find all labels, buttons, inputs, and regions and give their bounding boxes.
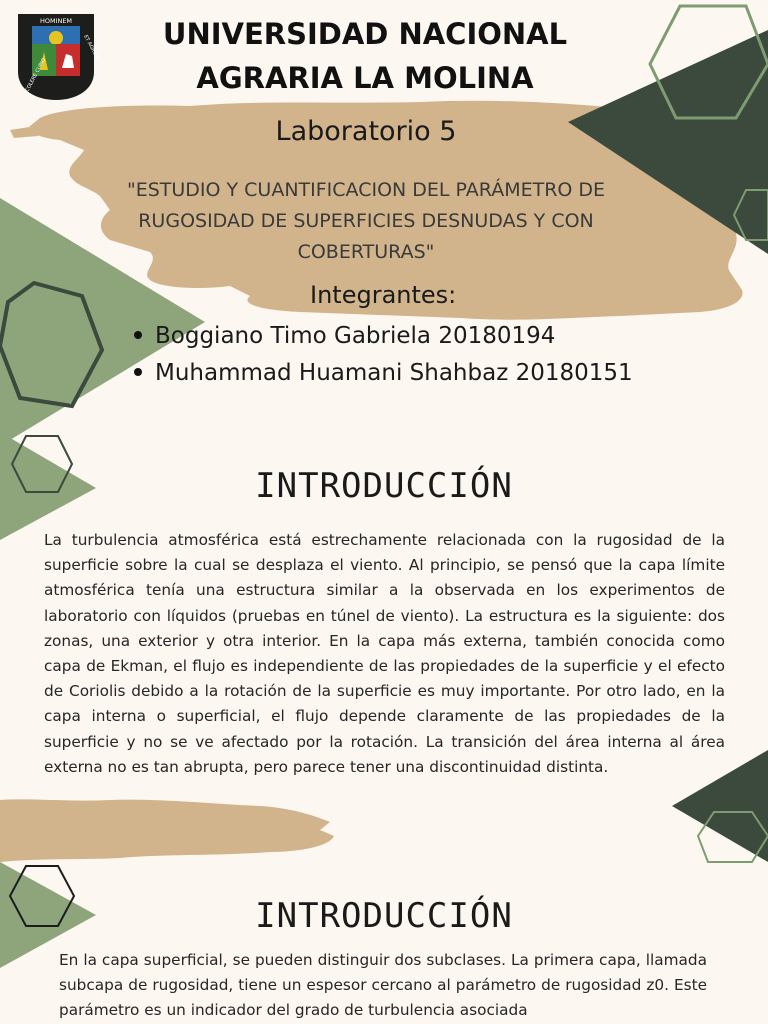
report-subtitle bbox=[106, 175, 626, 268]
section-body-text-2: En la capa superficial, se pueden distinguir dos subclases. La primera capa, llamada subcapa de rugosidad, tiene un espesor cercano al parámetro de rugosidad z0. Este parámetro es un indicador del grado de turbulencia asociada bbox=[59, 951, 707, 1020]
crest-motto-top: HOMINEM bbox=[39, 17, 73, 25]
crest-motto-left: COLERE CUPIO bbox=[24, 57, 48, 93]
university-name-line-2: AGRARIA LA MOLINA bbox=[196, 61, 534, 95]
subtitle-line: RUGOSIDAD DE SUPERFICIES DESNUDAS Y CON bbox=[138, 210, 594, 232]
tan-brush-stroke-bottom bbox=[0, 799, 334, 862]
members-list bbox=[130, 318, 633, 392]
section-body-text: La turbulencia atmosférica está estrechamente relacionada con la rugosidad de la superficie sobre la cual se desplaza el viento. Al principio, se pensó que la capa límite atmosférica tenía una estructura similar a la observada en los experimentos de laboratorio con líquidos (pruebas en túnel de viento). La estructura es la siguiente: dos zonas, una exterior y otra interior. En la capa más externa, también conocida como capa de Ekman, el flujo es independiente de las propiedades de la superficie y el efecto de Coriolis debido a la rotación de la superficie es muy importante. Por otro lado, en la capa interna o superficial, el flujo depende claramente de las propiedades de la superficie y no se ve afectado por la rotación. La transición del área interna al área externa no es tan abrupta, pero parece tener una discontinuidad distinta. bbox=[44, 531, 725, 776]
lab-title: Laboratorio 5 bbox=[275, 116, 457, 147]
university-name-line-1: UNIVERSIDAD NACIONAL bbox=[162, 17, 568, 51]
university-name bbox=[110, 12, 620, 100]
members-label: Integrantes: bbox=[310, 281, 457, 309]
university-crest-logo bbox=[16, 12, 100, 102]
crest-motto-right: ET AGRUM bbox=[82, 34, 100, 61]
subtitle-line: COBERTURAS" bbox=[297, 241, 435, 263]
member-item: Boggiano Timo Gabriela 20180194 bbox=[130, 318, 633, 355]
section-heading-introduccion-2: INTRODUCCIÓN bbox=[255, 896, 513, 936]
section-heading-introduccion: INTRODUCCIÓN bbox=[255, 466, 513, 506]
member-item: Muhammad Huamani Shahbaz 20180151 bbox=[130, 355, 633, 392]
subtitle-line: "ESTUDIO Y CUANTIFICACION DEL PARÁMETRO DE bbox=[126, 179, 606, 201]
